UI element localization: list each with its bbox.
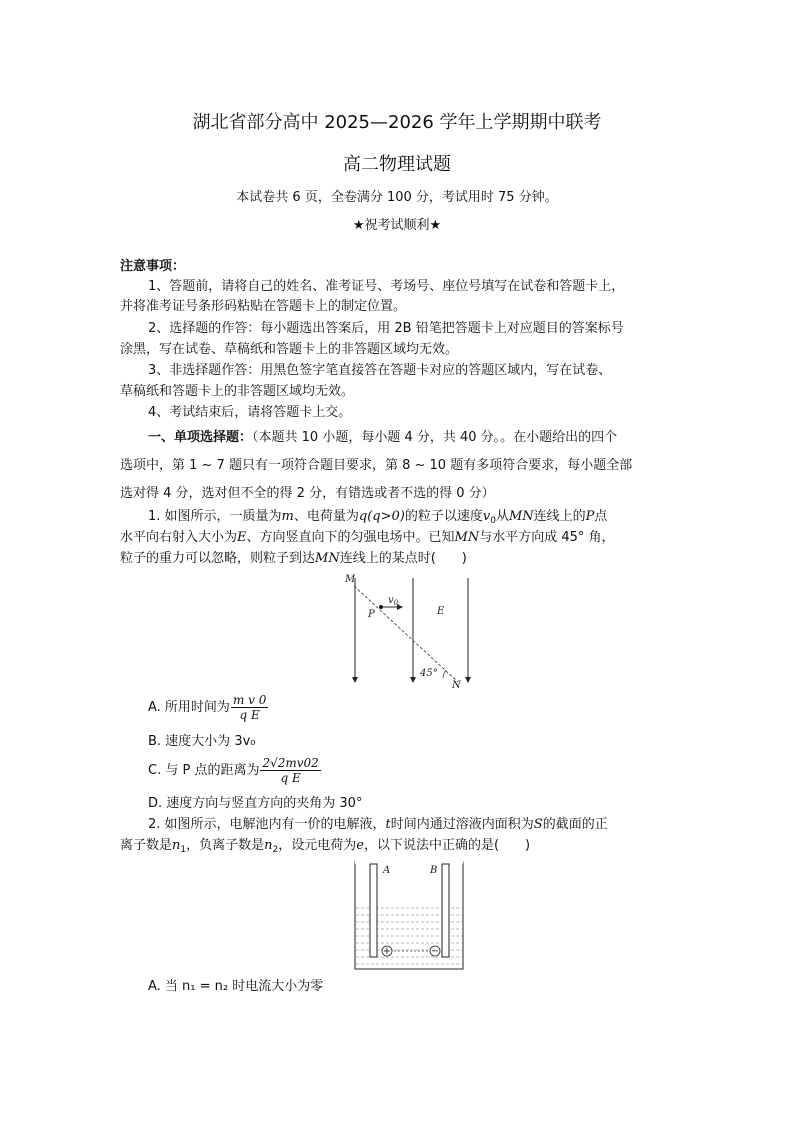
q2-option-a: A. 当 n₁ = n₂ 时电流大小为零 [148, 979, 324, 994]
note-line: 并将准考证号条形码粘贴在答题卡上的制定位置。 [120, 299, 407, 314]
exam-info: 本试卷共 6 页，全卷满分 100 分，考试用时 75 分钟。 [236, 190, 558, 205]
q2-electrolysis-figure [350, 860, 470, 972]
label-e: E [437, 606, 445, 617]
note-line: 2、选择题的作答：每小题选出答案后，用 2B 铅笔把答题卡上对应题目的答案标号 [148, 321, 624, 336]
label-n: N [452, 680, 461, 691]
section-line: 选对得 4 分，选对但不全的得 2 分，有错选或者不选的得 0 分） [120, 486, 495, 501]
angle-arc [443, 670, 446, 678]
q1-option-a: A. 所用时间为 $\frac{\text{m v 0}}{\text{q E}}$ [148, 693, 267, 722]
q1-option-c: C. 与 P 点的距离为 $\frac{2√2mv02}{\text{q E}}$ [148, 756, 319, 785]
label-a: A [383, 865, 391, 876]
label-angle: 45° [420, 668, 438, 679]
exam-title: 湖北省部分高中 2025—2026 学年上学期期中联考 [192, 112, 602, 133]
section-line: （本题共 10 小题，每小题 4 分，共 40 分。。在小题给出的四个 [252, 430, 618, 445]
section-line: 选项中，第 1 ~ 7 题只有一项符合题目要求，第 8 ~ 10 题有多项符合要求，每小题全部 [120, 458, 633, 473]
label-v0: $v_0$ [388, 595, 399, 607]
notes-heading: 注意事项： [120, 259, 186, 274]
section-instructions [148, 428, 617, 448]
q2-stem-line2: 离子数是$n_1$，负离子数是$n_2$，设元电荷为e，以下说法中正确的是( ) [120, 838, 531, 855]
exam-subtitle: 高二物理试题 [343, 154, 451, 175]
q1-field-figure [340, 570, 480, 692]
electrode-b [442, 864, 449, 957]
q1-option-d: D. 速度方向与竖直方向的夹角为 30° [148, 796, 363, 811]
mn-dashed-line [354, 586, 458, 682]
note-line: 3、非选择题作答：用黑色签字笔直接答在答题卡对应的答题区域内，写在试卷、 [148, 363, 612, 378]
note-line: 4、考试结束后，请将答题卡上交。 [148, 405, 352, 420]
note-line: 1、答题前，请将自己的姓名、准考证号、考场号、座位号填写在试卷和答题卡上， [148, 279, 625, 294]
exam-wish: ★祝考试顺利★ [352, 218, 442, 233]
q2-stem-line1: 2. 如图所示，电解池内有一价的电解液，t时间内通过溶液内面积为S的截面的正 [148, 817, 608, 832]
section-heading: 一、单项选择题： [148, 430, 253, 445]
label-p: P [368, 609, 375, 620]
q1-stem-line2: 水平向右射入大小为E、方向竖直向下的匀强电场中。已知MN与水平方向成 45° 角， [120, 530, 615, 545]
label-m: M [345, 574, 356, 585]
q1-stem-line1: 1. 如图所示，一质量为m、电荷量为q(q>0)的粒子以速度$v_0$从MN连线上的P点 [148, 509, 608, 526]
note-line: 草稿纸和答题卡上的非答题区域均无效。 [120, 384, 355, 399]
plus-sign: + [382, 946, 392, 957]
electrode-a [370, 864, 377, 957]
minus-sign: − [430, 946, 440, 957]
note-line: 涂黑，写在试卷、草稿纸和答题卡上的非答题区域均无效。 [120, 342, 459, 357]
label-b: B [430, 865, 438, 876]
q1-option-b: B. 速度大小为 3v₀ [148, 734, 256, 749]
q1-stem-line3: 粒子的重力可以忽略，则粒子到达MN连线上的某点时( ) [120, 551, 467, 566]
